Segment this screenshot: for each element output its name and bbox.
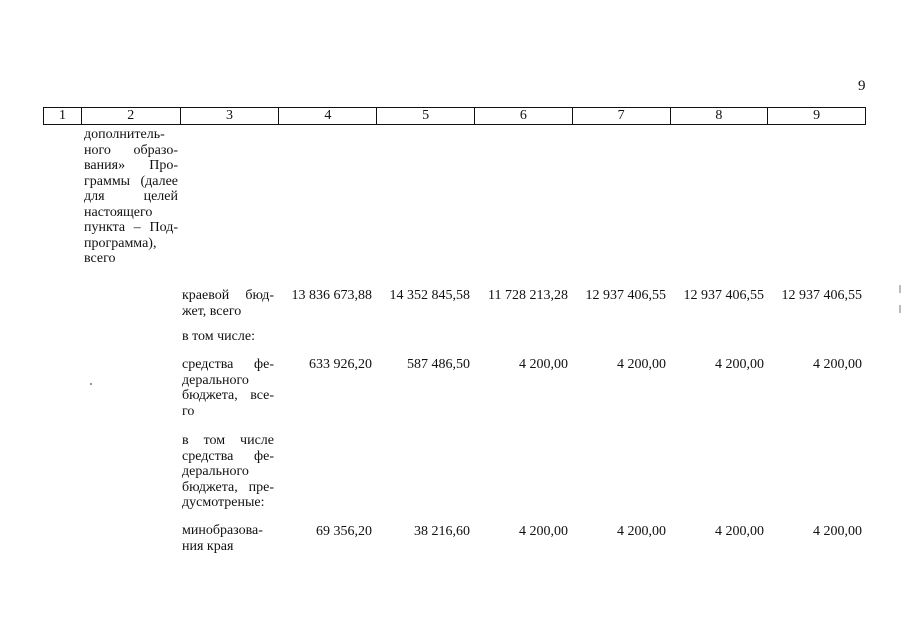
header-col-7: 7 [573,108,671,124]
row-federal-col-4: 633 926,20 [309,357,372,372]
row-label-regional-budget: краевой бюд-жет, всего [182,288,274,319]
row-ministry-col-4: 69 356,20 [316,524,372,539]
row-ministry-col-5: 38 216,60 [414,524,470,539]
scan-edge-mark [899,305,901,313]
row-ministry-col-9: 4 200,00 [813,524,862,539]
header-col-4: 4 [279,108,377,124]
header-col-6: 6 [475,108,573,124]
header-col-3: 3 [181,108,280,124]
row-label-including: в том числе: [182,329,255,344]
subprogram-name-cell: дополнитель-ного образо-вания» Про-граммы (далее для целей настоящего пункта – Под-программа), всего [84,127,178,266]
row-label-education-ministry: минобразова-ния края [182,523,263,554]
row-federal-col-5: 587 486,50 [407,357,470,372]
row-regional-col-5: 14 352 845,58 [389,288,470,303]
page-number: 9 [858,78,866,94]
row-ministry-col-6: 4 200,00 [519,524,568,539]
row-label-federal-funds: средства фе-дерального бюджета, все-го [182,357,274,419]
header-col-8: 8 [671,108,769,124]
scan-speck [90,383,92,385]
table-header-row [43,107,866,125]
scan-edge-mark [899,285,901,293]
header-col-2: 2 [82,108,181,124]
row-ministry-col-7: 4 200,00 [617,524,666,539]
row-federal-col-6: 4 200,00 [519,357,568,372]
row-ministry-col-8: 4 200,00 [715,524,764,539]
row-regional-col-9: 12 937 406,55 [781,288,862,303]
header-col-5: 5 [377,108,475,124]
row-regional-col-7: 12 937 406,55 [585,288,666,303]
row-federal-col-8: 4 200,00 [715,357,764,372]
row-label-federal-provided: в том числе средства фе-дерального бюджета, пре-дусмотреные: [182,433,274,510]
row-regional-col-4: 13 836 673,88 [291,288,372,303]
header-col-1: 1 [44,108,82,124]
row-federal-col-7: 4 200,00 [617,357,666,372]
row-regional-col-8: 12 937 406,55 [683,288,764,303]
row-regional-col-6: 11 728 213,28 [488,288,568,303]
row-federal-col-9: 4 200,00 [813,357,862,372]
header-col-9: 9 [813,108,821,123]
